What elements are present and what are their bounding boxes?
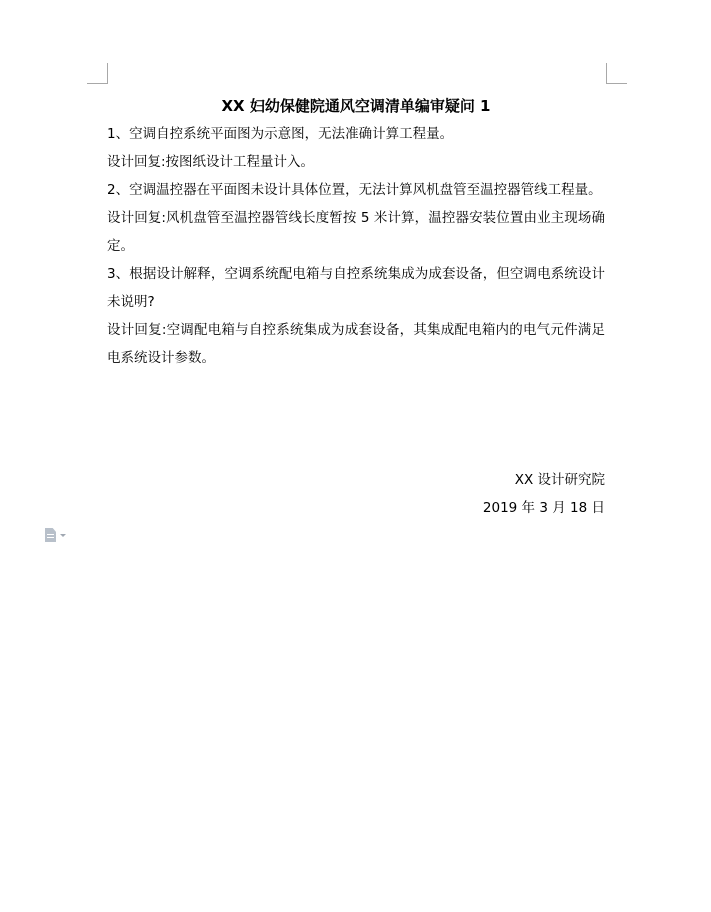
margin-corner-top-left [87, 63, 108, 84]
question-1: 1、空调自控系统平面图为示意图，无法准确计算工程量。 [107, 126, 454, 142]
signature-organization: XX 设计研究院 [514, 472, 605, 488]
reply-2: 设计回复:风机盘管至温控器管线长度暂按 5 米计算，温控器安装位置由业主现场确定。 [107, 210, 605, 254]
reply-3: 设计回复:空调配电箱与自控系统集成为成套设备，其集成配电箱内的电气元件满足电系统设计参数。 [107, 322, 605, 366]
document-body[interactable] [107, 92, 605, 372]
paste-options-button[interactable] [45, 527, 75, 543]
signature-date: 2019 年 3 月 18 日 [482, 500, 605, 516]
reply-1: 设计回复:按图纸设计工程量计入。 [107, 154, 315, 170]
margin-corner-top-right [606, 63, 627, 84]
chevron-down-icon [60, 534, 66, 537]
document-paste-icon [45, 528, 56, 542]
signature-block [483, 466, 605, 522]
question-3: 3、根据设计解释，空调系统配电箱与自控系统集成为成套设备，但空调电系统设计未说明? [107, 266, 605, 310]
document-title: XX 妇幼保健院通风空调清单编审疑问 1 [221, 97, 491, 115]
question-2: 2、空调温控器在平面图未设计具体位置，无法计算风机盘管至温控器管线工程量。 [107, 182, 602, 198]
